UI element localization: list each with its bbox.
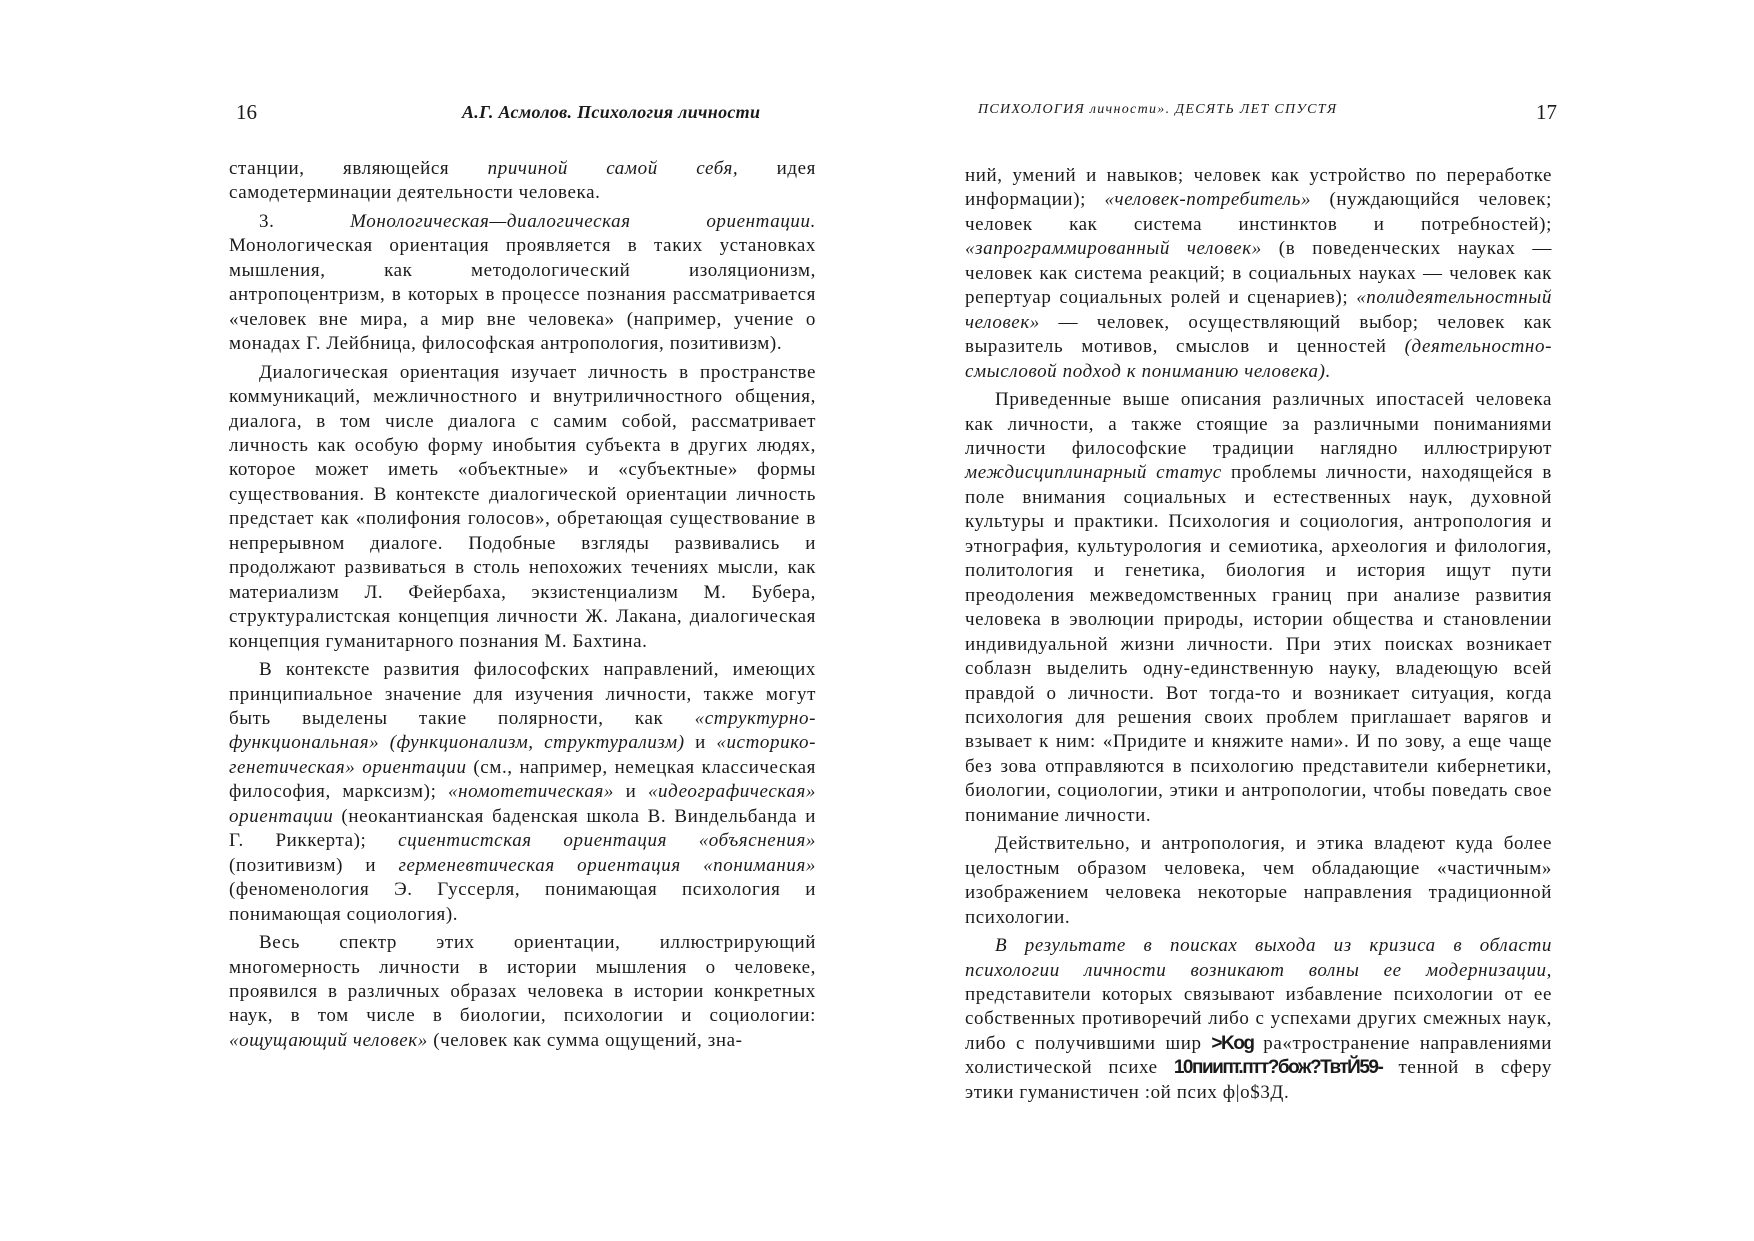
text-run: и bbox=[614, 781, 648, 803]
italic-text: (деятельностно-смысловой подход к пониманию человека). bbox=[965, 336, 1552, 382]
body-text bbox=[229, 157, 816, 1053]
running-head: ПСИХОЛОГИЯ личности». ДЕСЯТЬ ЛЕТ СПУСТЯ bbox=[978, 102, 1338, 117]
page-number: 16 bbox=[236, 100, 257, 124]
italic-text: «историко-генетическая» ориентации bbox=[229, 732, 817, 778]
italic-text: причиной самой себя, bbox=[487, 158, 739, 179]
italic-text: сциентистская ориентация «объяснения» bbox=[398, 830, 816, 852]
italic-text: «ощущающий человек» bbox=[229, 1029, 428, 1051]
text-run: представители которых связывают избавление психологии от ее собственных противоречий либо с успехами других смежных наук, либо с получившими шир bbox=[965, 983, 1552, 1054]
italic-text: герменевтическая ориентация «понимания» bbox=[398, 854, 816, 876]
italic-text: «запрограммированный человек» bbox=[965, 238, 1262, 260]
paragraph bbox=[229, 210, 816, 357]
text-run: Действительно, и антропология, и этика владеют куда более целостным образом человека, чем обладающие «частичным» изображением человека некоторые направления традиционной психологии. bbox=[965, 833, 1552, 928]
text-run: проблемы личности, находящейся в поле внимания социальных и естественных наук, духовной культуры и практики. Психология и социология, антропология и этнография, культурология и семиотика, археология и филология, политология и генетика, биология и история ищут пути преодоления межведомственных границ при анализе развития человека в эволюции природы, истории общества и становлении индивидуальной жизни личности. При этих поисках возникает соблазн выделить одну-единственную науку, владеющую всей правдой о личности. Вот тогда-то и возникает ситуация, когда психология для решения своих проблем приглашает варягов и взывает к ним: «Придите и княжите нами». И по зову, а еще чаще без зова отправляются в психологию представители кибернетики, биологии, социологии, этики и антропологии, чтобы поведать свое понимание личности. bbox=[965, 462, 1552, 826]
paragraph bbox=[965, 934, 1552, 1105]
text-run: (в поведенческих науках — человек как система реакций; в социальных науках — человек как репертуар социальных ролей и сценариев); bbox=[965, 238, 1553, 309]
text-run: (человек как сумма ощущений, зна- bbox=[427, 1029, 743, 1051]
text-run: Монологическая ориентация проявляется в таких установках мышления, как методологический изоляционизм, антропоцентризм, в которых в процессе познания рассматривается «человек вне мира, а мир вне человека» (например, учение о монадах Г. Лейбница, философская антропология, позитивизм). bbox=[229, 235, 816, 355]
body-text bbox=[965, 164, 1552, 1105]
right-page bbox=[877, 0, 1754, 1241]
text-run: станции, являющейся bbox=[229, 158, 488, 179]
text-run: и bbox=[684, 732, 717, 754]
scan-artifact-text: 10пиипт.птт?бож?ТвтЙ59- bbox=[1173, 1057, 1383, 1079]
paragraph bbox=[229, 157, 816, 206]
paragraph bbox=[965, 832, 1552, 930]
text-run: 3. bbox=[259, 210, 351, 232]
italic-text: В результате в поисках выхода из кризиса в области психологии личности возникают волны ее модернизации, bbox=[965, 935, 1552, 981]
text-run: Приведенные выше описания различных ипостасей человека как личности, а также стоящие за различными пониманиями личности философские традиции наглядно иллюстрируют bbox=[965, 389, 1552, 459]
italic-text: междисциплинарный статус bbox=[965, 462, 1222, 484]
page-number: 17 bbox=[1536, 100, 1557, 124]
text-run: В контексте развития философских направлений, имеющих принципиальное значение для изучения личности, также могут быть выделены такие полярности, как bbox=[229, 659, 816, 729]
italic-text: «структурно-функциональная» (функционализм, структурализм) bbox=[229, 707, 816, 754]
text-run: (см., например, немецкая классическая философия, марксизм); bbox=[229, 756, 816, 803]
text-run: (неокантианская баденская школа В. Виндельбанда и Г. Риккерта); bbox=[229, 805, 816, 852]
italic-text: «полидеятельностный человек» bbox=[965, 287, 1552, 333]
text-run: ний, умений и навыков; человек как устройство по переработке информации); bbox=[965, 165, 1552, 211]
text-run: ра«тространение направлениями холистической психе bbox=[965, 1032, 1552, 1079]
scan-artifact-text: >Kog bbox=[1211, 1032, 1254, 1054]
text-run: (феноменология Э. Гуссерля, понимающая психология и понимающая социология). bbox=[229, 879, 816, 925]
paragraph bbox=[229, 658, 816, 927]
text-run: Весь спектр этих ориентации, иллюстрирующий многомерность личности в истории мышления о человеке, проявился в различных образах человека в истории конкретных наук, в том числе в биологии, психологии и социологии: bbox=[229, 932, 816, 1027]
italic-text: «номотетическая» bbox=[448, 781, 615, 803]
text-run: — человек, осуществляющий выбор; человек как выразитель мотивов, смыслов и ценностей bbox=[965, 311, 1552, 358]
paragraph bbox=[965, 388, 1552, 828]
text-run: Диалогическая ориентация изучает личность в пространстве коммуникаций, межличностного и внутриличностного общения, диалога, в том числе диалога с самим собой, рассматривает личность как особую форму инобытия субъекта в других людях, которое может иметь «объектные» и «субъектные» формы существования. В контексте диалогической ориентации личность предстает как «полифония голосов», обретающая существование в непрерывном диалоге. Подобные взгляды развивались и продолжают развиваться в столь непохожих течениях мысли, как материализм Л. Фейербаха, экзистенциализм М. Бубера, структуралистская концепция личности Ж. Лакана, диалогическая концепция гуманитарного познания М. Бахтина. bbox=[229, 361, 816, 652]
text-run: (нуждающийся человек; человек как система инстинктов и потребностей); bbox=[965, 189, 1552, 235]
italic-text: «идеографическая» ориентации bbox=[229, 781, 817, 827]
text-run: тенной в сферу этики гуманистичен :ой псих ф|о$3Д. bbox=[965, 1057, 1552, 1103]
paragraph bbox=[229, 361, 816, 654]
paragraph bbox=[229, 931, 816, 1053]
text-run: идея самодетерминации деятельности человека. bbox=[229, 158, 816, 204]
text-run: (позитивизм) и bbox=[229, 854, 399, 876]
paragraph bbox=[965, 164, 1552, 384]
italic-text: «человек-потребитель» bbox=[1104, 189, 1312, 211]
italic-text: Монологическая—диалогическая ориентации. bbox=[350, 210, 816, 232]
running-head: А.Г. Асмолов. Психология личности bbox=[462, 102, 761, 122]
